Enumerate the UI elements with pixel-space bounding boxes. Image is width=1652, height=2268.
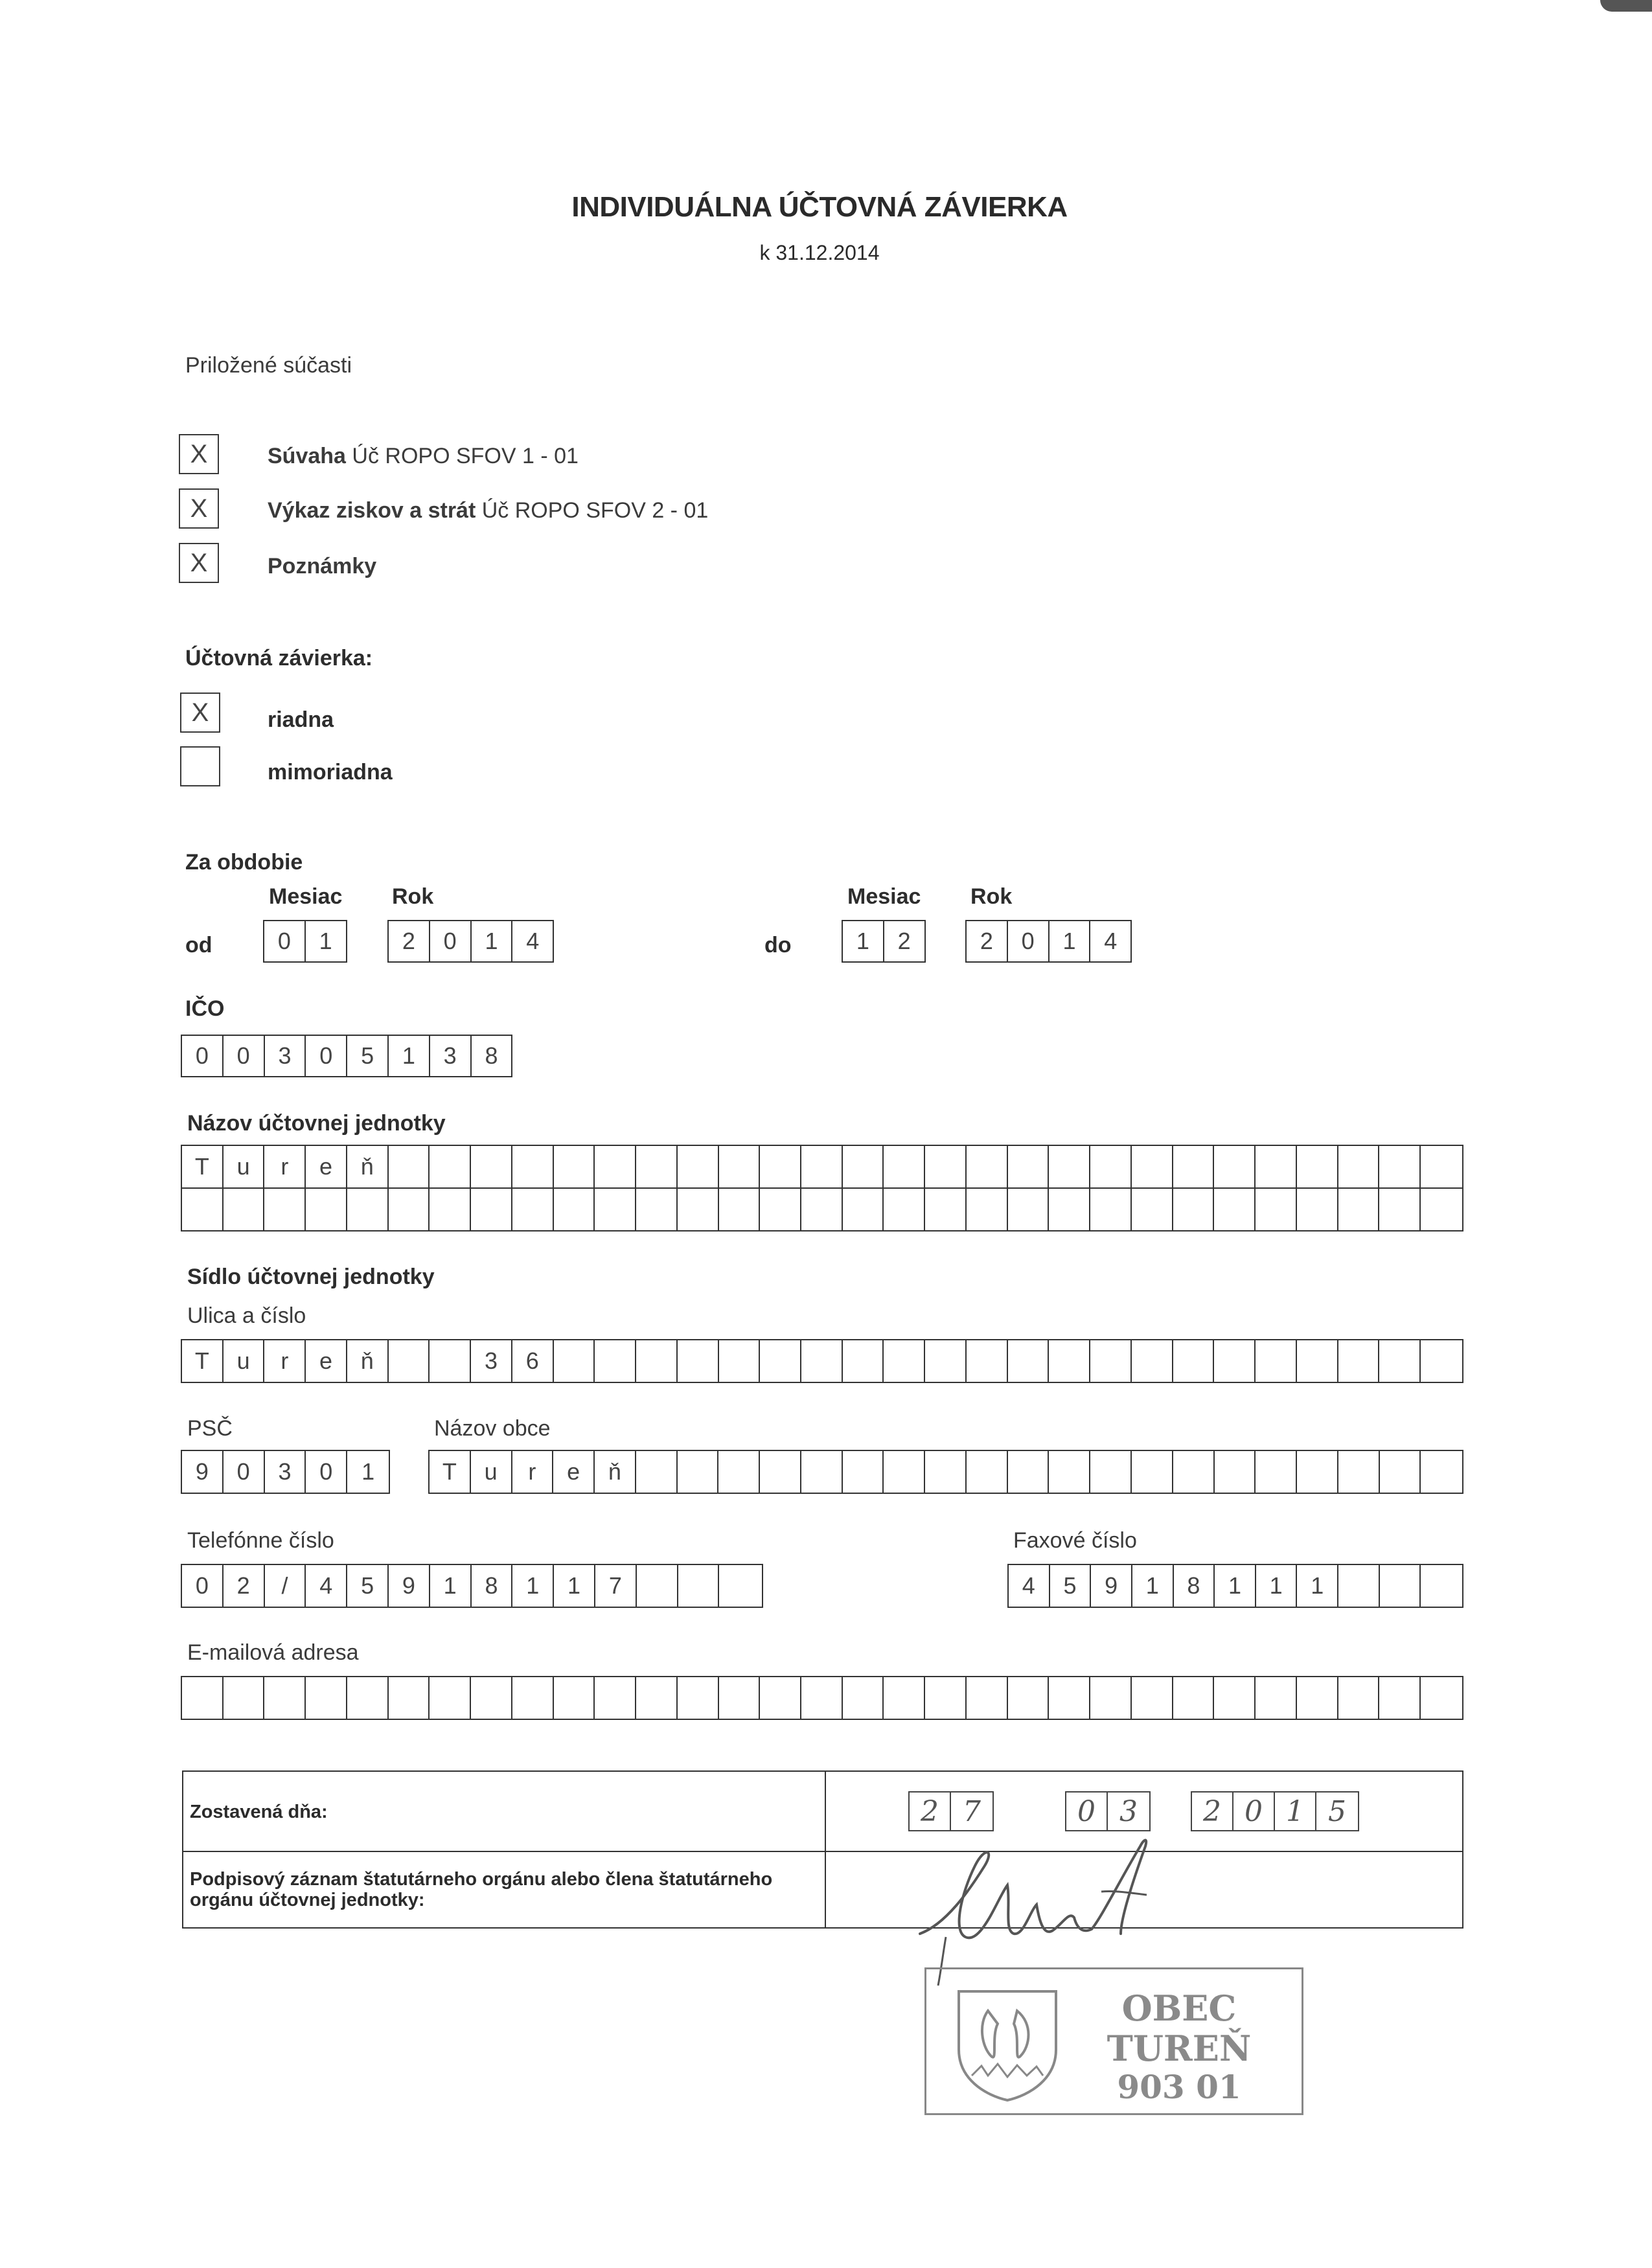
char-cell xyxy=(884,1340,925,1382)
char-cell xyxy=(884,1146,925,1187)
to-month-label: Mesiac xyxy=(847,884,921,909)
char-cell xyxy=(678,1677,719,1719)
char-cell xyxy=(1049,1677,1090,1719)
char-cell xyxy=(719,1340,761,1382)
char-cell xyxy=(843,1146,884,1187)
char-cell: e xyxy=(306,1340,347,1382)
char-cell xyxy=(1421,1565,1462,1607)
signature-table-divider-v xyxy=(825,1772,826,1927)
char-cell xyxy=(1421,1189,1462,1230)
char-cell xyxy=(1008,1189,1050,1230)
date-line: k 31.12.2014 xyxy=(759,241,880,264)
char-cell xyxy=(967,1189,1008,1230)
signature-table xyxy=(182,1770,1463,1929)
from-year-digit: 1 xyxy=(472,921,513,961)
char-cell xyxy=(430,1146,471,1187)
char-cell: T xyxy=(182,1146,224,1187)
char-cell: 1 xyxy=(430,1565,472,1607)
to-year-field[interactable] xyxy=(965,920,1132,963)
char-cell xyxy=(224,1189,265,1230)
from-month-digit: 1 xyxy=(306,921,347,961)
to-year-label: Rok xyxy=(970,884,1013,909)
char-cell xyxy=(347,1677,389,1719)
char-cell xyxy=(967,1677,1008,1719)
char-cell xyxy=(264,1677,306,1719)
char-cell xyxy=(1090,1677,1132,1719)
char-cell xyxy=(471,1677,512,1719)
char-cell: 8 xyxy=(1174,1565,1215,1607)
char-cell xyxy=(843,1451,884,1493)
char-cell xyxy=(1297,1146,1338,1187)
char-cell xyxy=(1297,1340,1338,1382)
stamp-line-3: 903 01 xyxy=(1117,2068,1241,2106)
char-cell xyxy=(884,1451,925,1493)
ico-digit: 5 xyxy=(347,1036,389,1076)
compiled-year-digit: 1 xyxy=(1275,1793,1316,1830)
char-cell: ň xyxy=(347,1340,389,1382)
compiled-label: Zostavená dňa: xyxy=(190,1802,328,1822)
char-cell xyxy=(430,1677,471,1719)
char-cell xyxy=(1214,1189,1256,1230)
ico-digit: 1 xyxy=(389,1036,430,1076)
compiled-year-digit: 5 xyxy=(1328,1794,1346,1828)
seat-label: Sídlo účtovnej jednotky xyxy=(187,1265,435,1289)
char-cell xyxy=(637,1565,678,1607)
ico-digit: 8 xyxy=(472,1036,513,1076)
signature-label: Podpisový záznam štatutárneho orgánu alebo člena štatutárneho orgánu účtovnej jednotky: xyxy=(190,1869,773,1910)
city-label: Názov obce xyxy=(434,1416,551,1441)
char-cell: u xyxy=(471,1451,512,1493)
char-cell: 1 xyxy=(554,1565,595,1607)
closing-extraordinary-label: mimoriadna xyxy=(268,760,393,785)
char-cell xyxy=(967,1340,1008,1382)
char-cell xyxy=(678,1565,720,1607)
char-cell xyxy=(678,1340,719,1382)
attachment-income-statement-rest: Úč ROPO SFOV 2 - 01 xyxy=(476,498,709,523)
from-month-field[interactable] xyxy=(263,920,347,963)
compiled-day-digit: 7 xyxy=(963,1794,981,1828)
char-cell xyxy=(760,1451,801,1493)
to-year-digit: 0 xyxy=(1008,921,1050,961)
char-cell xyxy=(1338,1677,1380,1719)
char-cell xyxy=(1173,1451,1215,1493)
char-cell xyxy=(1049,1340,1090,1382)
compiled-day-digit: 2 xyxy=(910,1793,951,1830)
char-cell: ň xyxy=(347,1146,389,1187)
char-cell xyxy=(1008,1146,1050,1187)
char-cell xyxy=(1215,1451,1256,1493)
char-cell: 0 xyxy=(182,1565,224,1607)
char-cell xyxy=(1421,1451,1462,1493)
attachment-notes xyxy=(268,554,376,579)
char-cell xyxy=(636,1146,678,1187)
char-cell xyxy=(843,1340,884,1382)
char-cell xyxy=(1297,1677,1338,1719)
char-cell xyxy=(471,1189,512,1230)
handwritten-signature xyxy=(907,1820,1179,1989)
attachment-notes-bold: Poznámky xyxy=(268,554,377,578)
char-cell xyxy=(718,1451,760,1493)
grid-row xyxy=(182,1565,762,1607)
char-cell xyxy=(1090,1340,1132,1382)
unit-name-field[interactable] xyxy=(181,1145,1463,1231)
char-cell xyxy=(884,1677,925,1719)
char-cell: 4 xyxy=(1009,1565,1050,1607)
char-cell: 6 xyxy=(512,1340,554,1382)
attachment-balance-sheet-bold: Súvaha xyxy=(268,444,346,468)
char-cell xyxy=(512,1677,554,1719)
char-cell xyxy=(801,1340,843,1382)
to-year-digit: 1 xyxy=(1050,921,1091,961)
signature-table-divider-h xyxy=(183,1851,1462,1852)
char-cell xyxy=(636,1340,678,1382)
char-cell xyxy=(1256,1146,1297,1187)
char-cell xyxy=(389,1677,430,1719)
stamp-line-2: TUREŇ xyxy=(1107,2028,1252,2069)
char-cell xyxy=(801,1189,843,1230)
attachment-income-statement xyxy=(268,498,708,523)
char-cell xyxy=(389,1146,430,1187)
email-label: E-mailová adresa xyxy=(187,1640,359,1665)
char-cell xyxy=(306,1677,347,1719)
char-cell xyxy=(1132,1340,1173,1382)
char-cell xyxy=(801,1451,843,1493)
char-cell xyxy=(554,1340,595,1382)
char-cell: e xyxy=(553,1451,595,1493)
fax-label: Faxové číslo xyxy=(1013,1528,1137,1553)
from-year-field[interactable] xyxy=(387,920,554,963)
grid-row xyxy=(182,1187,1462,1230)
char-cell xyxy=(843,1189,884,1230)
char-cell xyxy=(925,1451,967,1493)
char-cell: 1 xyxy=(1297,1565,1338,1607)
char-cell: 5 xyxy=(347,1565,389,1607)
char-cell: 0 xyxy=(224,1451,265,1493)
char-cell xyxy=(1256,1677,1297,1719)
fax-field[interactable] xyxy=(1007,1564,1463,1608)
from-year-digit: 2 xyxy=(389,921,430,961)
char-cell xyxy=(843,1677,884,1719)
to-month-digit: 1 xyxy=(843,921,884,961)
char-cell xyxy=(554,1189,595,1230)
char-cell: r xyxy=(264,1340,306,1382)
from-month-label: Mesiac xyxy=(269,884,343,909)
char-cell xyxy=(1132,1677,1173,1719)
char-cell: 0 xyxy=(306,1451,347,1493)
char-cell xyxy=(1008,1677,1050,1719)
char-cell: 1 xyxy=(1215,1565,1256,1607)
char-cell xyxy=(182,1189,224,1230)
char-cell xyxy=(595,1677,636,1719)
char-cell xyxy=(719,1146,761,1187)
char-cell xyxy=(430,1340,471,1382)
char-cell xyxy=(1379,1146,1421,1187)
char-cell xyxy=(1338,1340,1380,1382)
char-cell: / xyxy=(265,1565,306,1607)
to-month-field[interactable] xyxy=(842,920,926,963)
psc-field[interactable] xyxy=(181,1450,390,1494)
char-cell xyxy=(719,1565,761,1607)
grid-row xyxy=(182,1146,1462,1187)
char-cell: u xyxy=(224,1340,265,1382)
from-year-digit: 4 xyxy=(512,921,554,961)
char-cell: 9 xyxy=(182,1451,224,1493)
char-cell xyxy=(636,1677,678,1719)
to-month-digit: 2 xyxy=(884,921,926,961)
char-cell xyxy=(1421,1340,1462,1382)
char-cell: r xyxy=(264,1146,306,1187)
checkbox-income-statement[interactable]: X xyxy=(179,488,219,529)
compiled-month-digit: 0 xyxy=(1066,1793,1108,1830)
char-cell xyxy=(1214,1340,1256,1382)
char-cell xyxy=(1297,1451,1338,1493)
compiled-year-digit: 0 xyxy=(1233,1793,1275,1830)
char-cell xyxy=(1173,1677,1215,1719)
char-cell xyxy=(1008,1340,1050,1382)
char-cell xyxy=(678,1189,719,1230)
attachment-income-statement-bold: Výkaz ziskov a strát xyxy=(268,498,476,523)
phone-label: Telefónne číslo xyxy=(187,1528,334,1553)
char-cell xyxy=(389,1189,430,1230)
char-cell xyxy=(1214,1146,1256,1187)
char-cell xyxy=(554,1146,595,1187)
from-year-digit: 0 xyxy=(430,921,472,961)
char-cell xyxy=(1379,1189,1421,1230)
checkbox-regular[interactable]: X xyxy=(180,693,220,733)
ico-digit: 3 xyxy=(265,1036,306,1076)
attachment-balance-sheet xyxy=(268,444,579,469)
grid-row xyxy=(182,1451,389,1493)
char-cell xyxy=(512,1189,554,1230)
char-cell xyxy=(1173,1146,1215,1187)
closing-regular-label: riadna xyxy=(268,707,334,732)
char-cell xyxy=(595,1340,636,1382)
compiled-year-field[interactable] xyxy=(1191,1791,1359,1831)
char-cell xyxy=(1008,1451,1050,1493)
char-cell xyxy=(1338,1451,1380,1493)
checkbox-notes[interactable]: X xyxy=(179,543,219,583)
attachments-label: Priložené súčasti xyxy=(185,353,352,378)
coat-of-arms-icon xyxy=(952,1985,1062,2102)
char-cell xyxy=(925,1189,967,1230)
char-cell xyxy=(347,1189,389,1230)
char-cell xyxy=(1338,1565,1380,1607)
attachment-balance-sheet-rest: Úč ROPO SFOV 1 - 01 xyxy=(345,444,579,468)
char-cell xyxy=(678,1146,719,1187)
grid-row xyxy=(430,1451,1462,1493)
char-cell xyxy=(967,1451,1008,1493)
char-cell xyxy=(1090,1146,1132,1187)
char-cell xyxy=(264,1189,306,1230)
compiled-year-digit: 2 xyxy=(1192,1793,1233,1830)
grid-row xyxy=(1009,1565,1462,1607)
char-cell xyxy=(925,1677,967,1719)
char-cell xyxy=(306,1189,347,1230)
ico-label: IČO xyxy=(185,996,225,1021)
char-cell: 2 xyxy=(224,1565,265,1607)
char-cell xyxy=(801,1677,843,1719)
char-cell xyxy=(224,1677,265,1719)
phone-field[interactable] xyxy=(181,1564,763,1608)
char-cell xyxy=(1049,1189,1090,1230)
char-cell xyxy=(595,1146,636,1187)
char-cell: 9 xyxy=(389,1565,430,1607)
char-cell xyxy=(719,1189,761,1230)
official-stamp xyxy=(924,1967,1303,2115)
char-cell xyxy=(1380,1565,1421,1607)
char-cell xyxy=(1132,1451,1173,1493)
street-field[interactable] xyxy=(181,1339,1463,1383)
char-cell xyxy=(1256,1189,1297,1230)
unit-name-label: Názov účtovnej jednotky xyxy=(187,1111,446,1136)
char-cell xyxy=(471,1146,512,1187)
char-cell xyxy=(430,1189,471,1230)
char-cell xyxy=(1214,1677,1256,1719)
char-cell xyxy=(1173,1189,1215,1230)
psc-label: PSČ xyxy=(187,1416,233,1441)
char-cell xyxy=(760,1340,801,1382)
char-cell: T xyxy=(430,1451,471,1493)
char-cell: 3 xyxy=(265,1451,306,1493)
char-cell xyxy=(1132,1146,1173,1187)
char-cell: 1 xyxy=(361,1458,375,1485)
char-cell xyxy=(1090,1451,1132,1493)
ico-digit: 3 xyxy=(430,1036,472,1076)
char-cell: r xyxy=(512,1451,554,1493)
char-cell xyxy=(554,1677,595,1719)
char-cell: 7 xyxy=(595,1565,637,1607)
char-cell xyxy=(389,1340,430,1382)
char-cell xyxy=(1132,1189,1173,1230)
char-cell: 9 xyxy=(1091,1565,1132,1607)
to-year-digit: 4 xyxy=(1090,921,1132,961)
scan-corner-shadow xyxy=(1600,0,1652,12)
char-cell: u xyxy=(224,1146,265,1187)
char-cell xyxy=(760,1189,801,1230)
char-cell xyxy=(1421,1677,1462,1719)
char-cell: 5 xyxy=(1050,1565,1092,1607)
char-cell xyxy=(760,1146,801,1187)
compiled-month-digit: 3 xyxy=(1119,1794,1138,1828)
char-cell xyxy=(1256,1451,1297,1493)
char-cell xyxy=(678,1451,719,1493)
ico-digit: 0 xyxy=(306,1036,347,1076)
char-cell xyxy=(182,1677,224,1719)
grid-row xyxy=(182,1677,1462,1719)
char-cell xyxy=(967,1146,1008,1187)
closing-type-label: Účtovná závierka: xyxy=(185,646,373,670)
char-cell xyxy=(1379,1677,1421,1719)
char-cell: e xyxy=(306,1146,347,1187)
ico-digit: 0 xyxy=(182,1036,224,1076)
char-cell xyxy=(1256,1340,1297,1382)
char-cell xyxy=(925,1146,967,1187)
checkbox-extraordinary[interactable] xyxy=(180,746,220,786)
char-cell xyxy=(884,1189,925,1230)
char-cell xyxy=(1090,1189,1132,1230)
char-cell: 1 xyxy=(512,1565,554,1607)
char-cell: 1 xyxy=(1132,1565,1174,1607)
char-cell xyxy=(595,1189,636,1230)
from-year-label: Rok xyxy=(392,884,434,909)
char-cell: 8 xyxy=(472,1565,513,1607)
char-cell xyxy=(1338,1146,1380,1187)
email-field[interactable] xyxy=(181,1676,1463,1720)
char-cell: 1 xyxy=(1256,1565,1298,1607)
char-cell xyxy=(1297,1189,1338,1230)
ico-digit: 0 xyxy=(224,1036,265,1076)
to-label: do xyxy=(764,933,792,957)
char-cell xyxy=(801,1146,843,1187)
char-cell xyxy=(512,1146,554,1187)
to-year-digit: 2 xyxy=(967,921,1008,961)
char-cell: ň xyxy=(595,1451,636,1493)
from-label: od xyxy=(185,933,212,957)
grid-row xyxy=(182,1340,1462,1382)
char-cell xyxy=(1338,1189,1380,1230)
page-title: INDIVIDUÁLNA ÚČTOVNÁ ZÁVIERKA xyxy=(571,191,1068,223)
char-cell: 3 xyxy=(471,1340,512,1382)
stamp-line-1: OBEC xyxy=(1121,1987,1237,2029)
char-cell xyxy=(1049,1146,1090,1187)
ico-field[interactable] xyxy=(181,1035,512,1077)
checkbox-balance-sheet[interactable]: X xyxy=(179,434,219,474)
char-cell xyxy=(719,1677,761,1719)
from-month-digit: 0 xyxy=(264,921,306,961)
char-cell xyxy=(636,1451,678,1493)
period-label: Za obdobie xyxy=(185,850,303,875)
char-cell: T xyxy=(182,1340,224,1382)
char-cell xyxy=(636,1189,678,1230)
char-cell xyxy=(1173,1340,1215,1382)
char-cell xyxy=(1379,1340,1421,1382)
char-cell xyxy=(925,1340,967,1382)
char-cell xyxy=(760,1677,801,1719)
char-cell xyxy=(1421,1146,1462,1187)
char-cell xyxy=(1380,1451,1421,1493)
char-cell xyxy=(1049,1451,1090,1493)
char-cell: 4 xyxy=(306,1565,347,1607)
street-label: Ulica a číslo xyxy=(187,1303,306,1328)
city-field[interactable] xyxy=(428,1450,1463,1494)
